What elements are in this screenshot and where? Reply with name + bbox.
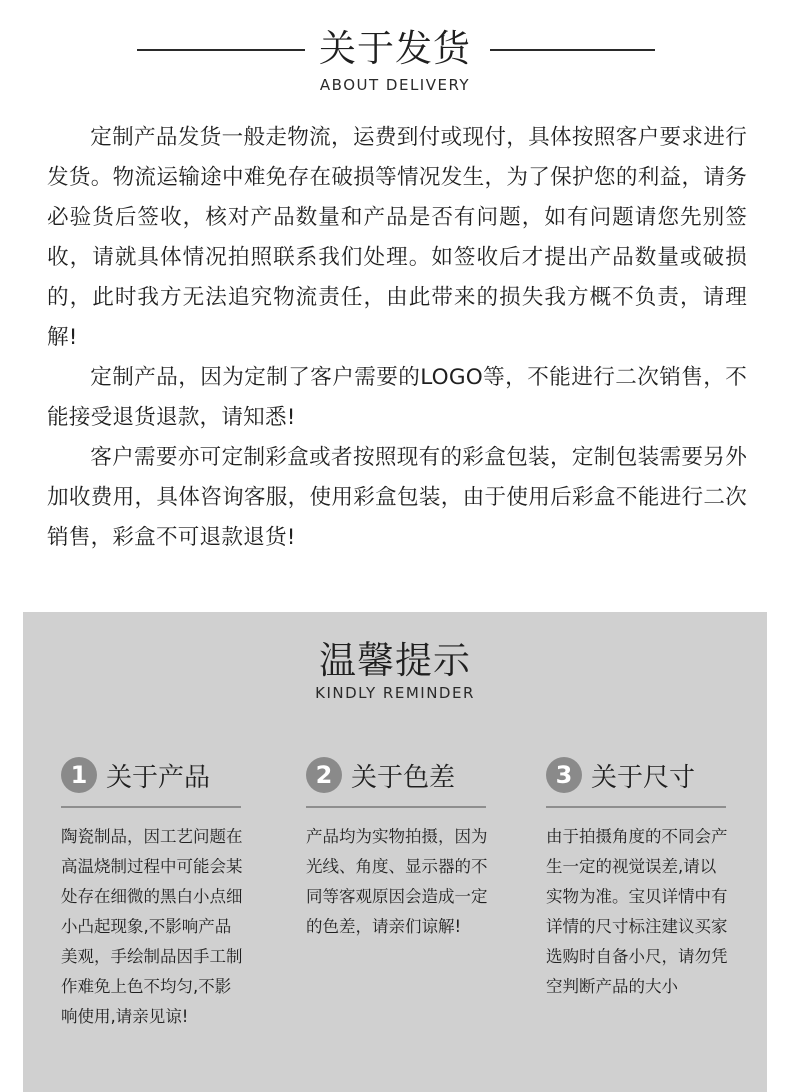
delivery-paragraph-custom: 定制产品，因为定制了客户需要的LOGO等，不能进行二次销售，不能接受退货退款，请知悉!: [47, 365, 747, 430]
reminder-item-divider: [306, 806, 486, 808]
delivery-paragraph-shipping: 定制产品发货一般走物流，运费到付或现付，具体按照客户要求进行发货。物流运输途中难免存在破损等情况发生，为了保护您的利益，请务必验货后签收，核对产品数量和产品是否有问题，如有问题请您先别签收，请就具体情况拍照联系我们处理。如签收后才提出产品数量或破损的，此时我方无法追究物流责任，由此带来的损失我方概不负责，请理解!: [47, 125, 747, 350]
delivery-subtitle: ABOUT DELIVERY: [319, 76, 471, 94]
reminder-item-header: [61, 752, 245, 798]
reminder-item-divider: [546, 806, 726, 808]
reminder-panel: [23, 612, 767, 1092]
reminder-item-divider: [61, 806, 241, 808]
number-badge: 3: [546, 757, 582, 793]
reminder-item-text: 由于拍摄角度的不同会产生一定的视觉误差,请以实物为准。宝贝详情中有详情的尺寸标注建议买家选购时自备小尺，请勿凭空判断产品的大小: [546, 827, 728, 996]
delivery-body: [47, 118, 747, 558]
header-divider-right: [490, 49, 655, 51]
number-badge: 1: [61, 757, 97, 793]
reminder-item-title: 关于尺寸: [591, 762, 696, 793]
number-badge: 2: [306, 757, 342, 793]
delivery-header: [0, 22, 790, 102]
reminder-item-title: 关于色差: [351, 762, 456, 793]
reminder-item-header: [546, 752, 730, 798]
reminder-item-header: [306, 752, 490, 798]
reminder-item-color: [306, 752, 490, 942]
reminder-item-product: [61, 752, 245, 1032]
delivery-paragraph-packaging: 客户需要亦可定制彩盒或者按照现有的彩盒包装，定制包装需要另外加收费用，具体咨询客服，使用彩盒包装，由于使用后彩盒不能进行二次销售，彩盒不可退款退货!: [47, 445, 747, 550]
reminder-title: 温馨提示: [319, 639, 471, 682]
delivery-title: 关于发货: [319, 27, 471, 70]
reminder-item-text: 产品均为实物拍摄，因为光线、角度、显示器的不同等客观原因会造成一定的色差，请亲们谅解!: [306, 827, 488, 936]
reminder-subtitle: KINDLY REMINDER: [315, 684, 475, 702]
reminder-item-text: 陶瓷制品，因工艺问题在高温烧制过程中可能会某处存在细微的黑白小点细小凸起现象,不影响产品美观，手绘制品因手工制作难免上色不均匀,不影响使用,请亲见谅!: [61, 827, 243, 1026]
reminder-item-title: 关于产品: [106, 762, 211, 793]
reminder-item-size: [546, 752, 730, 1002]
